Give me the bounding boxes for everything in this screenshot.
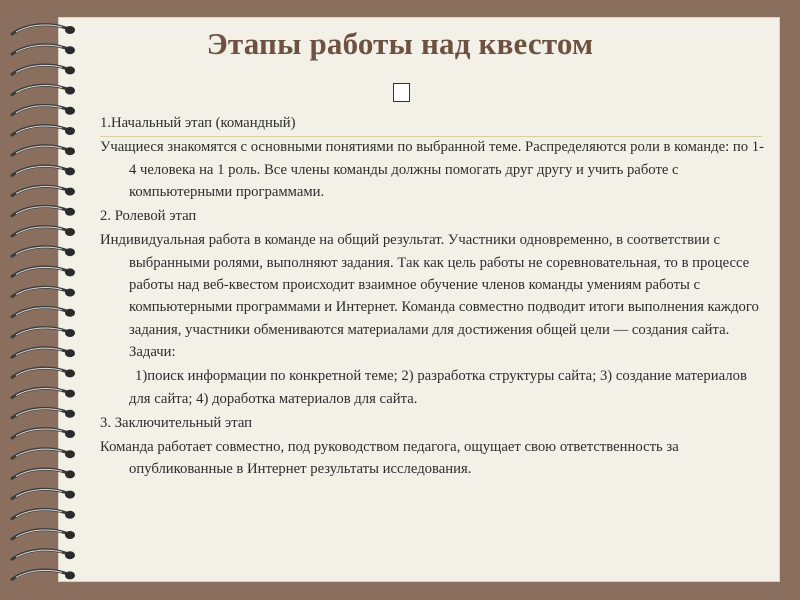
- spiral-hole: [65, 470, 75, 478]
- task-list: 1)поиск информации по конкретной теме; 2) разработка структуры сайта; 3) создание материалов для сайта; 4) доработка материалов для сайта.: [129, 368, 747, 407]
- spiral-hole: [65, 329, 75, 337]
- section-1-heading: 1.Начальный этап (командный): [100, 115, 296, 131]
- section-3-text: Команда работает совместно, под руководством педагога, ощущает свою ответственность за опубликованные в Интернет результаты исследования.: [100, 439, 679, 478]
- missing-glyph-icon: [393, 83, 410, 102]
- spiral-hole: [65, 369, 75, 377]
- spiral-hole: [65, 188, 75, 196]
- spiral-hole: [65, 491, 75, 499]
- spiral-hole: [65, 208, 75, 216]
- spiral-hole: [65, 511, 75, 519]
- spiral-binding-icon: [8, 20, 83, 585]
- spiral-hole: [65, 228, 75, 236]
- spiral-hole: [65, 410, 75, 418]
- spiral-hole: [65, 107, 75, 115]
- spiral-hole: [65, 248, 75, 256]
- spiral-hole: [65, 87, 75, 95]
- section-2-text: Индивидуальная работа в команде на общий результат. Участники одновременно, в соответствии с выбранными ролями, выполняют задания. Так как цель работы не соревновательная, то в процессе работы над веб-квестом происходит взаимное обучение членов команды умениям работы с компьютерными программами и Интернет. Команда совместно подводит итоги выполнения каждого задания, участники обмениваются материалами для достижения общей цели — создания сайта. Задачи:: [100, 232, 759, 360]
- spiral-hole: [65, 450, 75, 458]
- spiral-hole: [65, 349, 75, 357]
- spiral-hole: [65, 309, 75, 317]
- spiral-hole: [65, 268, 75, 276]
- section-2-heading: 2. Ролевой этап: [100, 208, 197, 225]
- section-1-text: Учащиеся знакомятся с основными понятиями по выбранной теме. Распределяются роли в команде: по 1-4 человека на 1 роль. Все члены команды должны помогать друг другу и учить работе с компьютерными программами.: [100, 139, 765, 200]
- spiral-hole: [65, 66, 75, 74]
- spiral-hole: [65, 390, 75, 398]
- section-3-heading: 3. Заключительный этап: [100, 414, 253, 431]
- spiral-hole: [65, 430, 75, 438]
- spiral-hole: [65, 127, 75, 135]
- slide-title: Этапы работы над квестом: [206, 26, 594, 61]
- spiral-hole: [65, 551, 75, 559]
- spiral-hole: [65, 531, 75, 539]
- spiral-hole: [65, 571, 75, 579]
- spiral-hole: [65, 289, 75, 297]
- slide-content: [100, 112, 765, 483]
- spiral-hole: [65, 167, 75, 175]
- section-2-tasks: [100, 365, 765, 410]
- spiral-hole: [65, 147, 75, 155]
